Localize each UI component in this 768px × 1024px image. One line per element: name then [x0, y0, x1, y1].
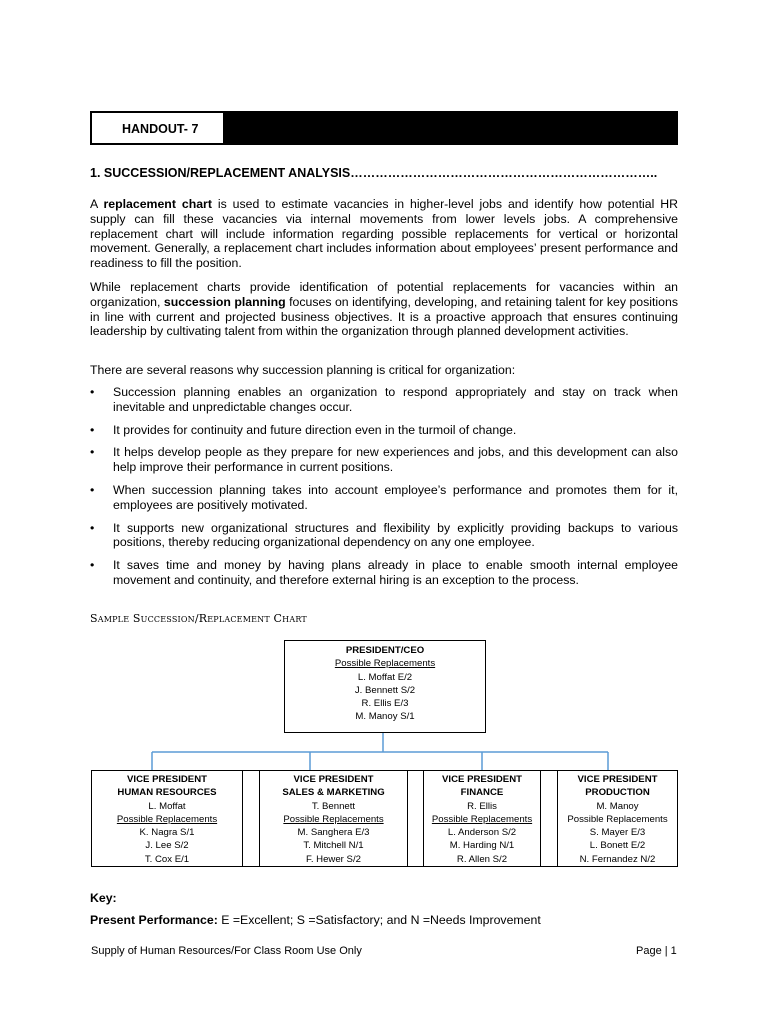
vp-spacer — [407, 770, 424, 867]
ceo-title: PRESIDENT/CEO — [345, 645, 425, 656]
paragraph-replacement-chart: A replacement chart is used to estimate vacancies in higher-level jobs and identify how potential HR supply can fill these vacancies via internal movements from lower levels jobs. A comprehensive replacement chart will include information regarding possible replacements for vertical or horizontal movement. Generally, a replacement chart includes information about employees’ present performance and readiness to fill the position. — [90, 197, 678, 271]
vp-candidate: T. Cox E/1 — [144, 853, 190, 865]
vp-title: VICE PRESIDENT — [127, 774, 207, 785]
vp-spacer — [242, 770, 260, 867]
key-label: Key: — [90, 891, 117, 905]
vp-title: VICE PRESIDENT — [577, 774, 658, 785]
vp-spacer — [540, 770, 558, 867]
vp-incumbent: M. Manoy — [596, 800, 639, 812]
chart-title: Sample Succession/Replacement Chart — [90, 612, 307, 625]
bullet-icon: • — [90, 482, 95, 497]
footer-text: Supply of Human Resources/For Class Room Use Only — [91, 945, 362, 957]
bullet-icon: • — [90, 520, 95, 535]
vp-finance-box — [423, 770, 541, 867]
vp-candidate: S. Mayer E/3 — [589, 827, 646, 839]
vp-incumbent: L. Moffat — [148, 800, 186, 812]
list-item: • It helps develop people as they prepare for new experiences and jobs, and this development can also help improve their performance in current positions. — [90, 445, 678, 475]
vp-department: PRODUCTION — [585, 787, 650, 799]
vp-candidate: J. Lee S/2 — [145, 840, 189, 852]
bullet-icon: • — [90, 445, 95, 460]
bullet-icon: • — [90, 385, 95, 399]
vp-replacements-heading: Possible Replacements — [567, 813, 668, 825]
vp-incumbent: T. Bennett — [311, 800, 356, 812]
vp-department: FINANCE — [460, 787, 504, 799]
ceo-replacements-heading: Possible Replacements — [334, 658, 436, 670]
vp-candidate: R. Allen S/2 — [456, 853, 508, 865]
vp-title: VICE PRESIDENT — [442, 774, 522, 785]
vp-title: VICE PRESIDENT — [293, 774, 374, 785]
vp-candidate: L. Anderson S/2 — [447, 827, 517, 839]
paragraph-succession-planning: While replacement charts provide identification of potential replacements for vacancies within an organization, succession planning focuses on identifying, developing, and retaining talent for key positions in line with current and projected business objectives. It is a proactive approach that ensures continuing leadership by cultivating talent from within the organization through planned development activities. — [90, 280, 678, 339]
vp-production-box — [557, 770, 678, 867]
list-item: • It supports new organizational structures and flexibility by explicitly providing backups to various positions, thereby reducing organizational dependency on any one employee. — [90, 520, 678, 550]
term-replacement-chart: replacement chart — [103, 197, 212, 211]
ceo-box — [284, 640, 486, 733]
vp-sales-box — [259, 770, 408, 867]
vp-candidate: T. Mitchell N/1 — [303, 840, 364, 852]
vp-department: SALES & MARKETING — [282, 787, 385, 799]
vp-incumbent: R. Ellis — [467, 800, 497, 812]
vp-candidate: N. Fernandez N/2 — [579, 853, 656, 865]
bullet-icon: • — [90, 422, 95, 437]
vp-candidate: K. Nagra S/1 — [139, 827, 195, 839]
vp-candidate: L. Bonett E/2 — [589, 840, 646, 852]
ceo-candidate: M. Manoy S/1 — [355, 711, 415, 723]
key-performance: Present Performance: E =Excellent; S =Satisfactory; and N =Needs Improvement — [90, 913, 541, 927]
list-item: • It saves time and money by having plans already in place to enable smooth internal employee movement and continuity, and therefore external hiring is an exception to the process. — [90, 558, 678, 587]
list-item: • It provides for continuity and future direction even in the turmoil of change. — [90, 422, 517, 437]
vp-hr-box — [91, 770, 243, 867]
vp-replacements-heading: Possible Replacements — [283, 813, 384, 825]
vp-candidate: M. Sanghera E/3 — [297, 827, 370, 839]
page-number: Page | 1 — [636, 945, 677, 957]
vp-department: HUMAN RESOURCES — [117, 787, 217, 799]
paragraph-reasons-intro: There are several reasons why succession planning is critical for organization: — [90, 363, 516, 377]
vp-candidate: M. Harding N/1 — [449, 840, 515, 852]
ceo-candidate: J. Bennett S/2 — [354, 684, 416, 696]
section-title: 1. SUCCESSION/REPLACEMENT ANALYSIS……………………………………………………………….. — [90, 166, 658, 180]
vp-replacements-heading: Possible Replacements — [116, 813, 218, 825]
vp-replacements-heading: Possible Replacements — [431, 813, 533, 825]
term-succession-planning: succession planning — [163, 294, 286, 309]
ceo-candidate: R. Ellis E/3 — [361, 698, 409, 710]
bullet-icon: • — [90, 558, 95, 573]
list-item: • When succession planning takes into account employee’s performance and promotes them for it, employees are positively motivated. — [90, 482, 678, 512]
list-item: • Succession planning enables an organization to respond appropriately and stay on track when inevitable and unpredictable changes occur. — [90, 385, 678, 414]
handout-label: HANDOUT- 7 — [91, 112, 224, 144]
vp-candidate: F. Hewer S/2 — [306, 853, 361, 865]
ceo-candidate: L. Moffat E/2 — [357, 671, 413, 683]
